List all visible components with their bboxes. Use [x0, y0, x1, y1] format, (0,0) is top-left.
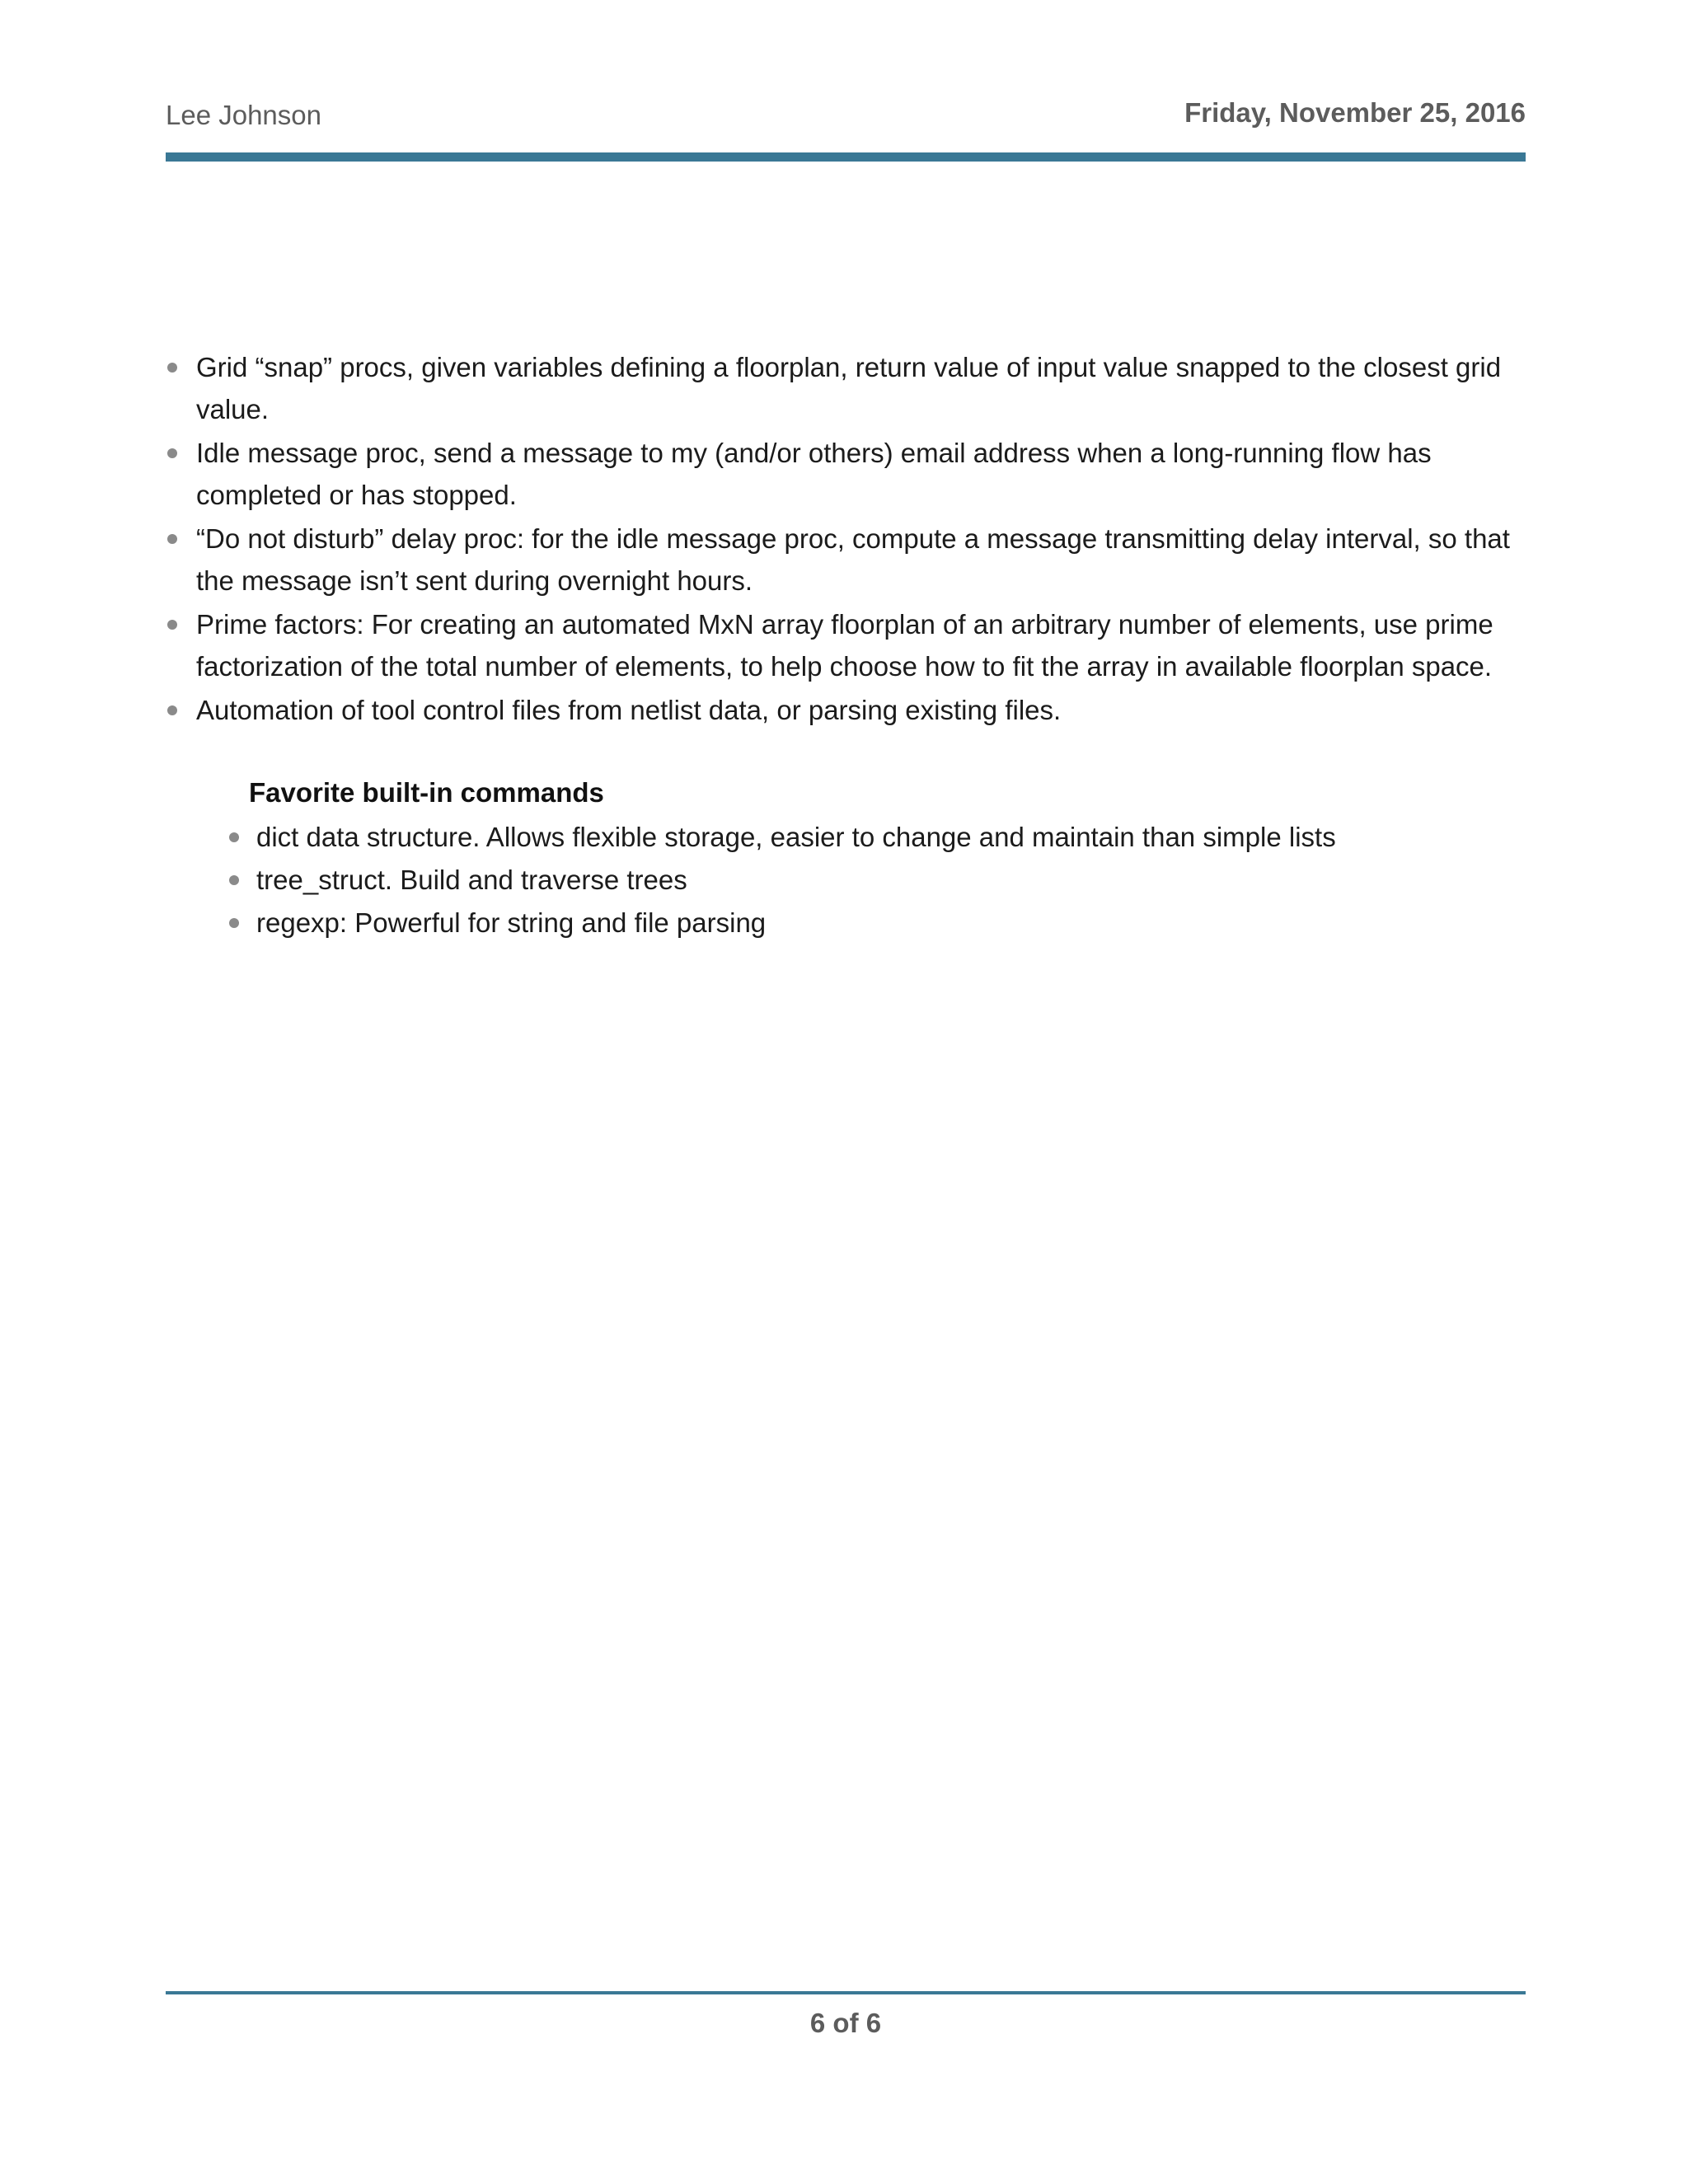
favorites-heading: Favorite built-in commands — [249, 777, 604, 808]
list-item — [223, 816, 1459, 859]
bullet-icon — [167, 448, 177, 458]
list-item — [166, 432, 1526, 516]
list-item-text: Automation of tool control files from netlist data, or parsing existing files. — [196, 695, 1062, 725]
page-number: 6 of 6 — [809, 2008, 882, 2038]
favorites-section — [223, 775, 1459, 944]
list-item-text: Prime factors: For creating an automated MxN array floorplan of an arbitrary number of elements, use prime factorization of the total number of elements, to help choose how to fit the array in available floorplan space. — [196, 609, 1493, 682]
list-item-text: regexp: Powerful for string and file parsing — [256, 907, 767, 938]
list-item — [166, 603, 1526, 687]
list-item — [223, 902, 1459, 944]
main-content — [166, 346, 1526, 733]
list-item-text: dict data structure. Allows flexible storage, easier to change and maintain than simple lists — [256, 822, 1336, 852]
list-item-text: Grid “snap” procs, given variables defining a floorplan, return value of input value snapped to the closest grid value. — [196, 352, 1502, 424]
header-date: Friday, November 25, 2016 — [1184, 97, 1526, 128]
list-item — [166, 346, 1526, 430]
header-divider — [166, 152, 1526, 162]
bullet-icon — [167, 705, 177, 715]
bullet-icon — [167, 620, 177, 630]
header-author: Lee Johnson — [166, 100, 321, 130]
list-item — [223, 859, 1459, 902]
bullet-icon — [167, 534, 177, 544]
footer-divider — [166, 1991, 1526, 1994]
list-item-text: “Do not disturb” delay proc: for the idle message proc, compute a message transmitting delay interval, so that the message isn’t sent during overnight hours. — [196, 523, 1510, 596]
favorites-list — [223, 816, 1459, 944]
bullet-icon — [229, 875, 239, 885]
bullet-icon — [167, 363, 177, 373]
page-header — [166, 97, 1526, 138]
list-item — [166, 518, 1526, 602]
bullet-icon — [229, 832, 239, 842]
bullet-icon — [229, 918, 239, 928]
list-item-text: tree_struct. Build and traverse trees — [256, 865, 687, 895]
list-item-text: Idle message proc, send a message to my (and/or others) email address when a long-running flow has completed or has stopped. — [196, 438, 1432, 510]
list-item — [166, 689, 1526, 731]
bullet-list — [166, 346, 1526, 731]
